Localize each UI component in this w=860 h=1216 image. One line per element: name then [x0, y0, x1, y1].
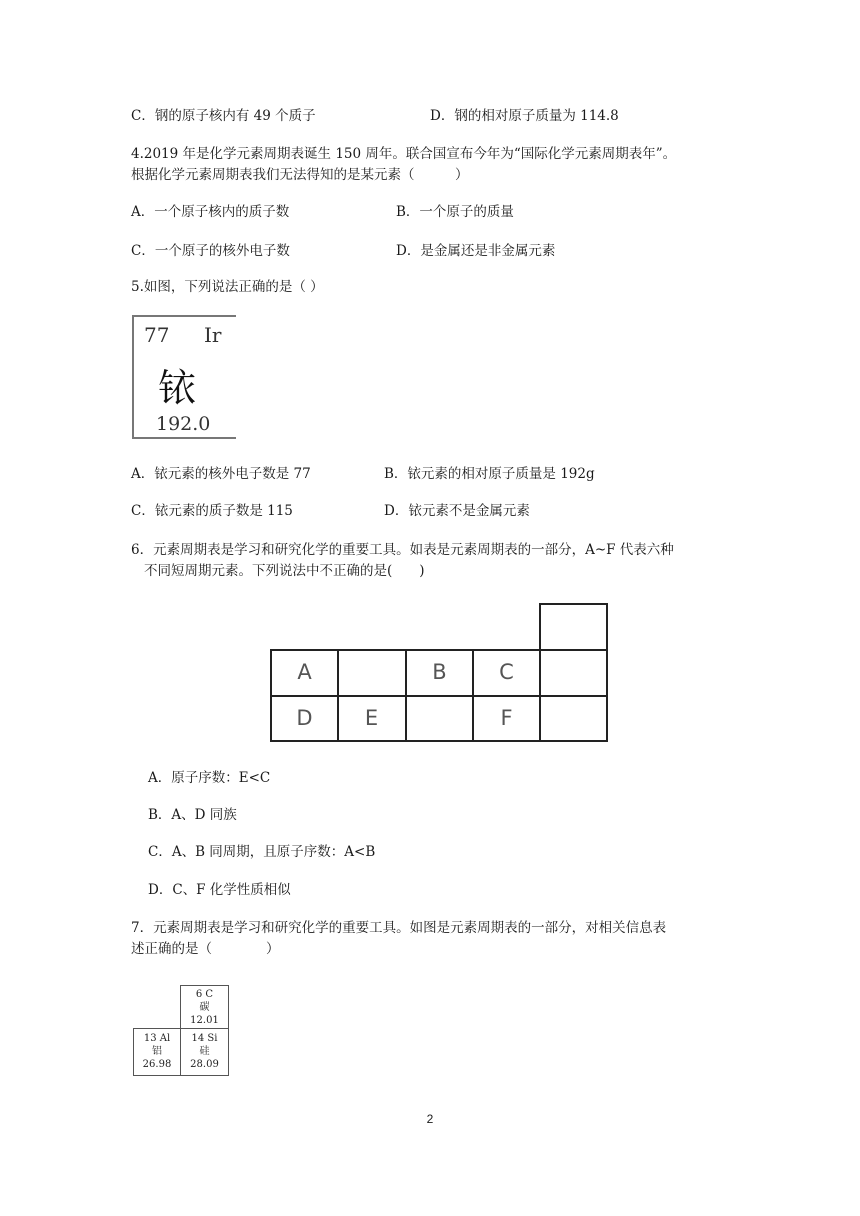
carbon-cell: [180, 985, 229, 1029]
q6-stem-line2: 不同短周期元素。下列说法中不正确的是( ): [144, 563, 425, 579]
carbon-mass: 12.01: [190, 1015, 219, 1026]
q4-stem-line2: 根据化学元素周期表我们无法得知的是某元素（ ）: [131, 167, 469, 183]
element-atomic-number: 77: [144, 323, 170, 347]
element-atomic-mass: 192.0: [156, 413, 211, 435]
q3-option-c: C．钢的原子核内有 49 个质子: [131, 108, 316, 124]
aluminum-mass: 26.98: [142, 1059, 172, 1070]
aluminum-name: 铝: [152, 1046, 162, 1057]
q4-option-c: C．一个原子的核外电子数: [131, 243, 290, 259]
page-number: 2: [426, 1112, 434, 1126]
q4-option-d: D．是金属还是非金属元素: [396, 243, 556, 259]
q4-option-b: B．一个原子的质量: [396, 204, 514, 220]
carbon-name: 碳: [199, 1002, 210, 1013]
cell-d: D: [296, 706, 313, 730]
cell-f: F: [500, 706, 513, 730]
element-symbol: Ir: [204, 323, 222, 347]
element-name: 铱: [158, 366, 197, 410]
silicon-number-symbol: 14 Si: [191, 1033, 218, 1044]
q6-option-a: A．原子序数：E<C: [148, 770, 271, 786]
cell-b: B: [432, 660, 447, 684]
cell-c: C: [499, 660, 514, 684]
q7-stem-line1: 7．元素周期表是学习和研究化学的重要工具。如图是元素周期表的一部分，对相关信息表: [131, 920, 667, 936]
carbon-number-symbol: 6 C: [195, 989, 214, 1000]
q6-option-b: B．A、D 同族: [148, 807, 237, 823]
q5-option-c: C．铱元素的质子数是 115: [131, 503, 293, 519]
q4-stem-line1: 4.2019 年是化学元素周期表诞生 150 周年。联合国宣布今年为“国际化学元素周期表年”。: [131, 146, 677, 162]
cell-e: E: [364, 706, 379, 730]
q3-option-d: D．钢的相对原子质量为 114.8: [430, 108, 619, 124]
cell-a: A: [297, 660, 312, 684]
q7-stem-line2: 述正确的是（ ）: [131, 941, 280, 957]
q4-option-a: A．一个原子核内的质子数: [131, 204, 290, 220]
q6-option-d: D．C、F 化学性质相似: [148, 882, 291, 898]
silicon-cell: [180, 1028, 229, 1076]
q5-option-b: B．铱元素的相对原子质量是 192g: [384, 466, 595, 482]
aluminum-cell: [133, 1028, 181, 1076]
q5-option-d: D．铱元素不是金属元素: [384, 503, 530, 519]
q5-option-a: A．铱元素的核外电子数是 77: [131, 466, 311, 482]
q5-stem: 5.如图，下列说法正确的是（ ）: [131, 279, 324, 295]
silicon-name: 硅: [199, 1046, 210, 1057]
aluminum-number-symbol: 13 Al: [143, 1033, 171, 1044]
silicon-mass: 28.09: [190, 1059, 219, 1070]
q6-stem-line1: 6．元素周期表是学习和研究化学的重要工具。如表是元素周期表的一部分，A~F 代表六种: [131, 542, 674, 558]
iridium-element-card: [132, 315, 236, 439]
q6-option-c: C．A、B 同周期，且原子序数：A<B: [148, 844, 376, 860]
